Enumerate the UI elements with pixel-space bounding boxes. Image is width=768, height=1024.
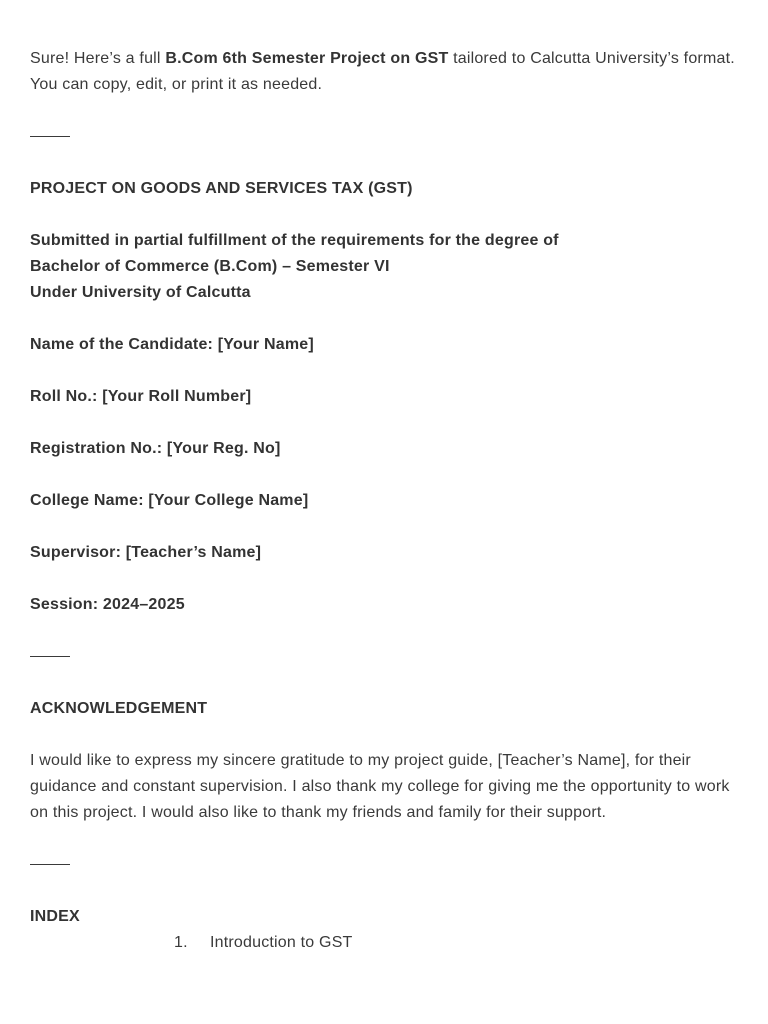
acknowledgement-line1: I would like to express my sincere gratitude to my project guide, [Teacher’s Name], for their [30,752,691,769]
session-field: Session: 2024–2025 [30,596,185,613]
submission-line2: Bachelor of Commerce (B.Com) – Semester VI [30,258,390,275]
candidate-name-field: Name of the Candidate: [Your Name] [30,336,314,353]
acknowledgement-heading: ACKNOWLEDGEMENT [30,700,208,717]
intro-line2: You can copy, edit, or print it as needed. [30,76,323,93]
submission-line3: Under University of Calcutta [30,284,251,301]
section-divider [30,852,740,878]
submission-block [30,228,740,306]
intro-bold-title: B.Com 6th Semester Project on GST [165,50,449,67]
intro-paragraph [30,46,740,98]
section-divider [30,644,740,670]
index-item-text: Introduction to GST [210,934,353,951]
project-title: PROJECT ON GOODS AND SERVICES TAX (GST) [30,180,413,197]
index-heading: INDEX [30,908,80,925]
college-name-field: College Name: [Your College Name] [30,492,309,509]
acknowledgement-line3: on this project. I would also like to thank my friends and family for their support. [30,804,607,821]
roll-number-field: Roll No.: [Your Roll Number] [30,388,252,405]
acknowledgement-paragraph [30,748,740,826]
intro-suffix: tailored to Calcutta University’s format. [448,50,735,67]
intro-prefix: Sure! Here’s a full [30,50,166,67]
document-body [30,46,740,956]
index-list-item [30,930,740,956]
index-item-number: 1. [174,934,188,951]
acknowledgement-line2: guidance and constant supervision. I also thank my college for giving me the opportunity to work [30,778,730,795]
supervisor-field: Supervisor: [Teacher’s Name] [30,544,262,561]
registration-number-field: Registration No.: [Your Reg. No] [30,440,281,457]
section-divider [30,124,740,150]
submission-line1: Submitted in partial fulfillment of the requirements for the degree of [30,232,559,249]
